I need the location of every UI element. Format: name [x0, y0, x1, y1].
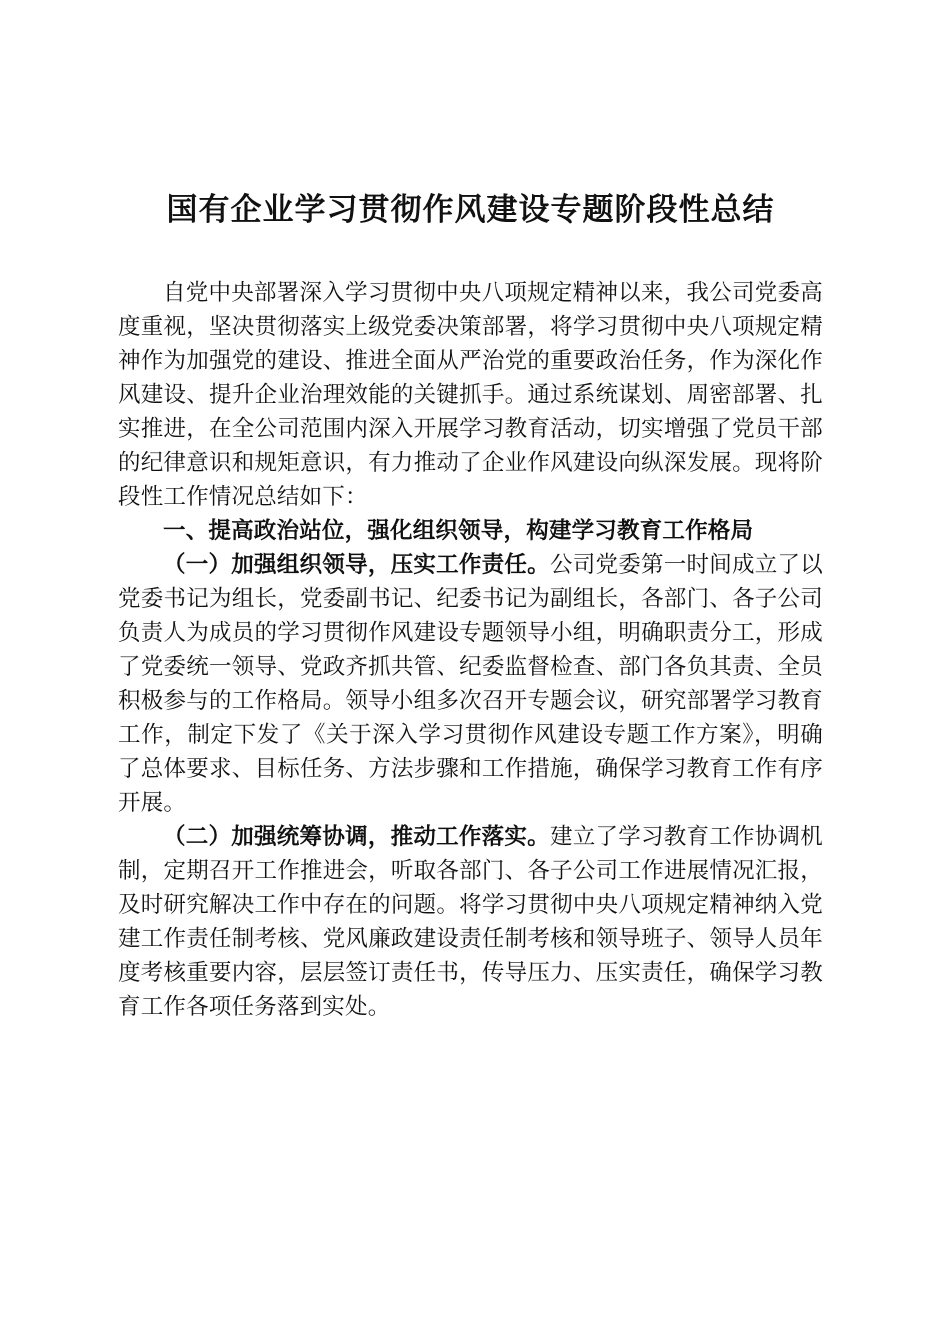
section-heading-1: 一、提高政治站位，强化组织领导，构建学习教育工作格局 [163, 518, 754, 544]
item-lead: （一）加强组织领导，压实工作责任。 [163, 552, 550, 578]
document-page [118, 190, 823, 1024]
intro-paragraph: 自党中央部署深入学习贯彻中央八项规定精神以来，我公司党委高度重视，坚决贯彻落实上级党委决策部署，将学习贯彻中央八项规定精神作为加强党的建设、推进全面从严治党的重要政治任务，作为深化作风建设、提升企业治理效能的关键抓手。通过系统谋划、周密部署、扎实推进，在全公司范围内深入开展学习教育活动，切实增强了党员干部的纪律意识和规矩意识，有力推动了企业作风建设向纵深发展。现将阶段性工作情况总结如下： [118, 280, 823, 510]
item-body: 公司党委第一时间成立了以党委书记为组长，党委副书记、纪委书记为副组长，各部门、各子公司负责人为成员的学习贯彻作风建设专题领导小组，明确职责分工，形成了党委统一领导、党政齐抓共管、纪委监督检查、部门各负其责、全员积极参与的工作格局。领导小组多次召开专题会议，研究部署学习教育工作，制定下发了《关于深入学习贯彻作风建设专题工作方案》，明确了总体要求、目标任务、方法步骤和工作措施，确保学习教育工作有序开展。 [118, 552, 824, 816]
section1-item-1 [118, 548, 823, 820]
section1-item-2 [118, 820, 823, 1024]
document-title: 国有企业学习贯彻作风建设专题阶段性总结 [166, 192, 775, 228]
item-body: 建立了学习教育工作协调机制，定期召开工作推进会，听取各部门、各子公司工作进展情况汇报，及时研究解决工作中存在的问题。将学习贯彻中央八项规定精神纳入党建工作责任制考核、党风廉政建设责任制考核和领导班子、领导人员年度考核重要内容，层层签订责任书，传导压力、压实责任，确保学习教育工作各项任务落到实处。 [118, 824, 824, 1020]
item-lead: （二）加强统筹协调，推动工作落实。 [163, 824, 550, 850]
